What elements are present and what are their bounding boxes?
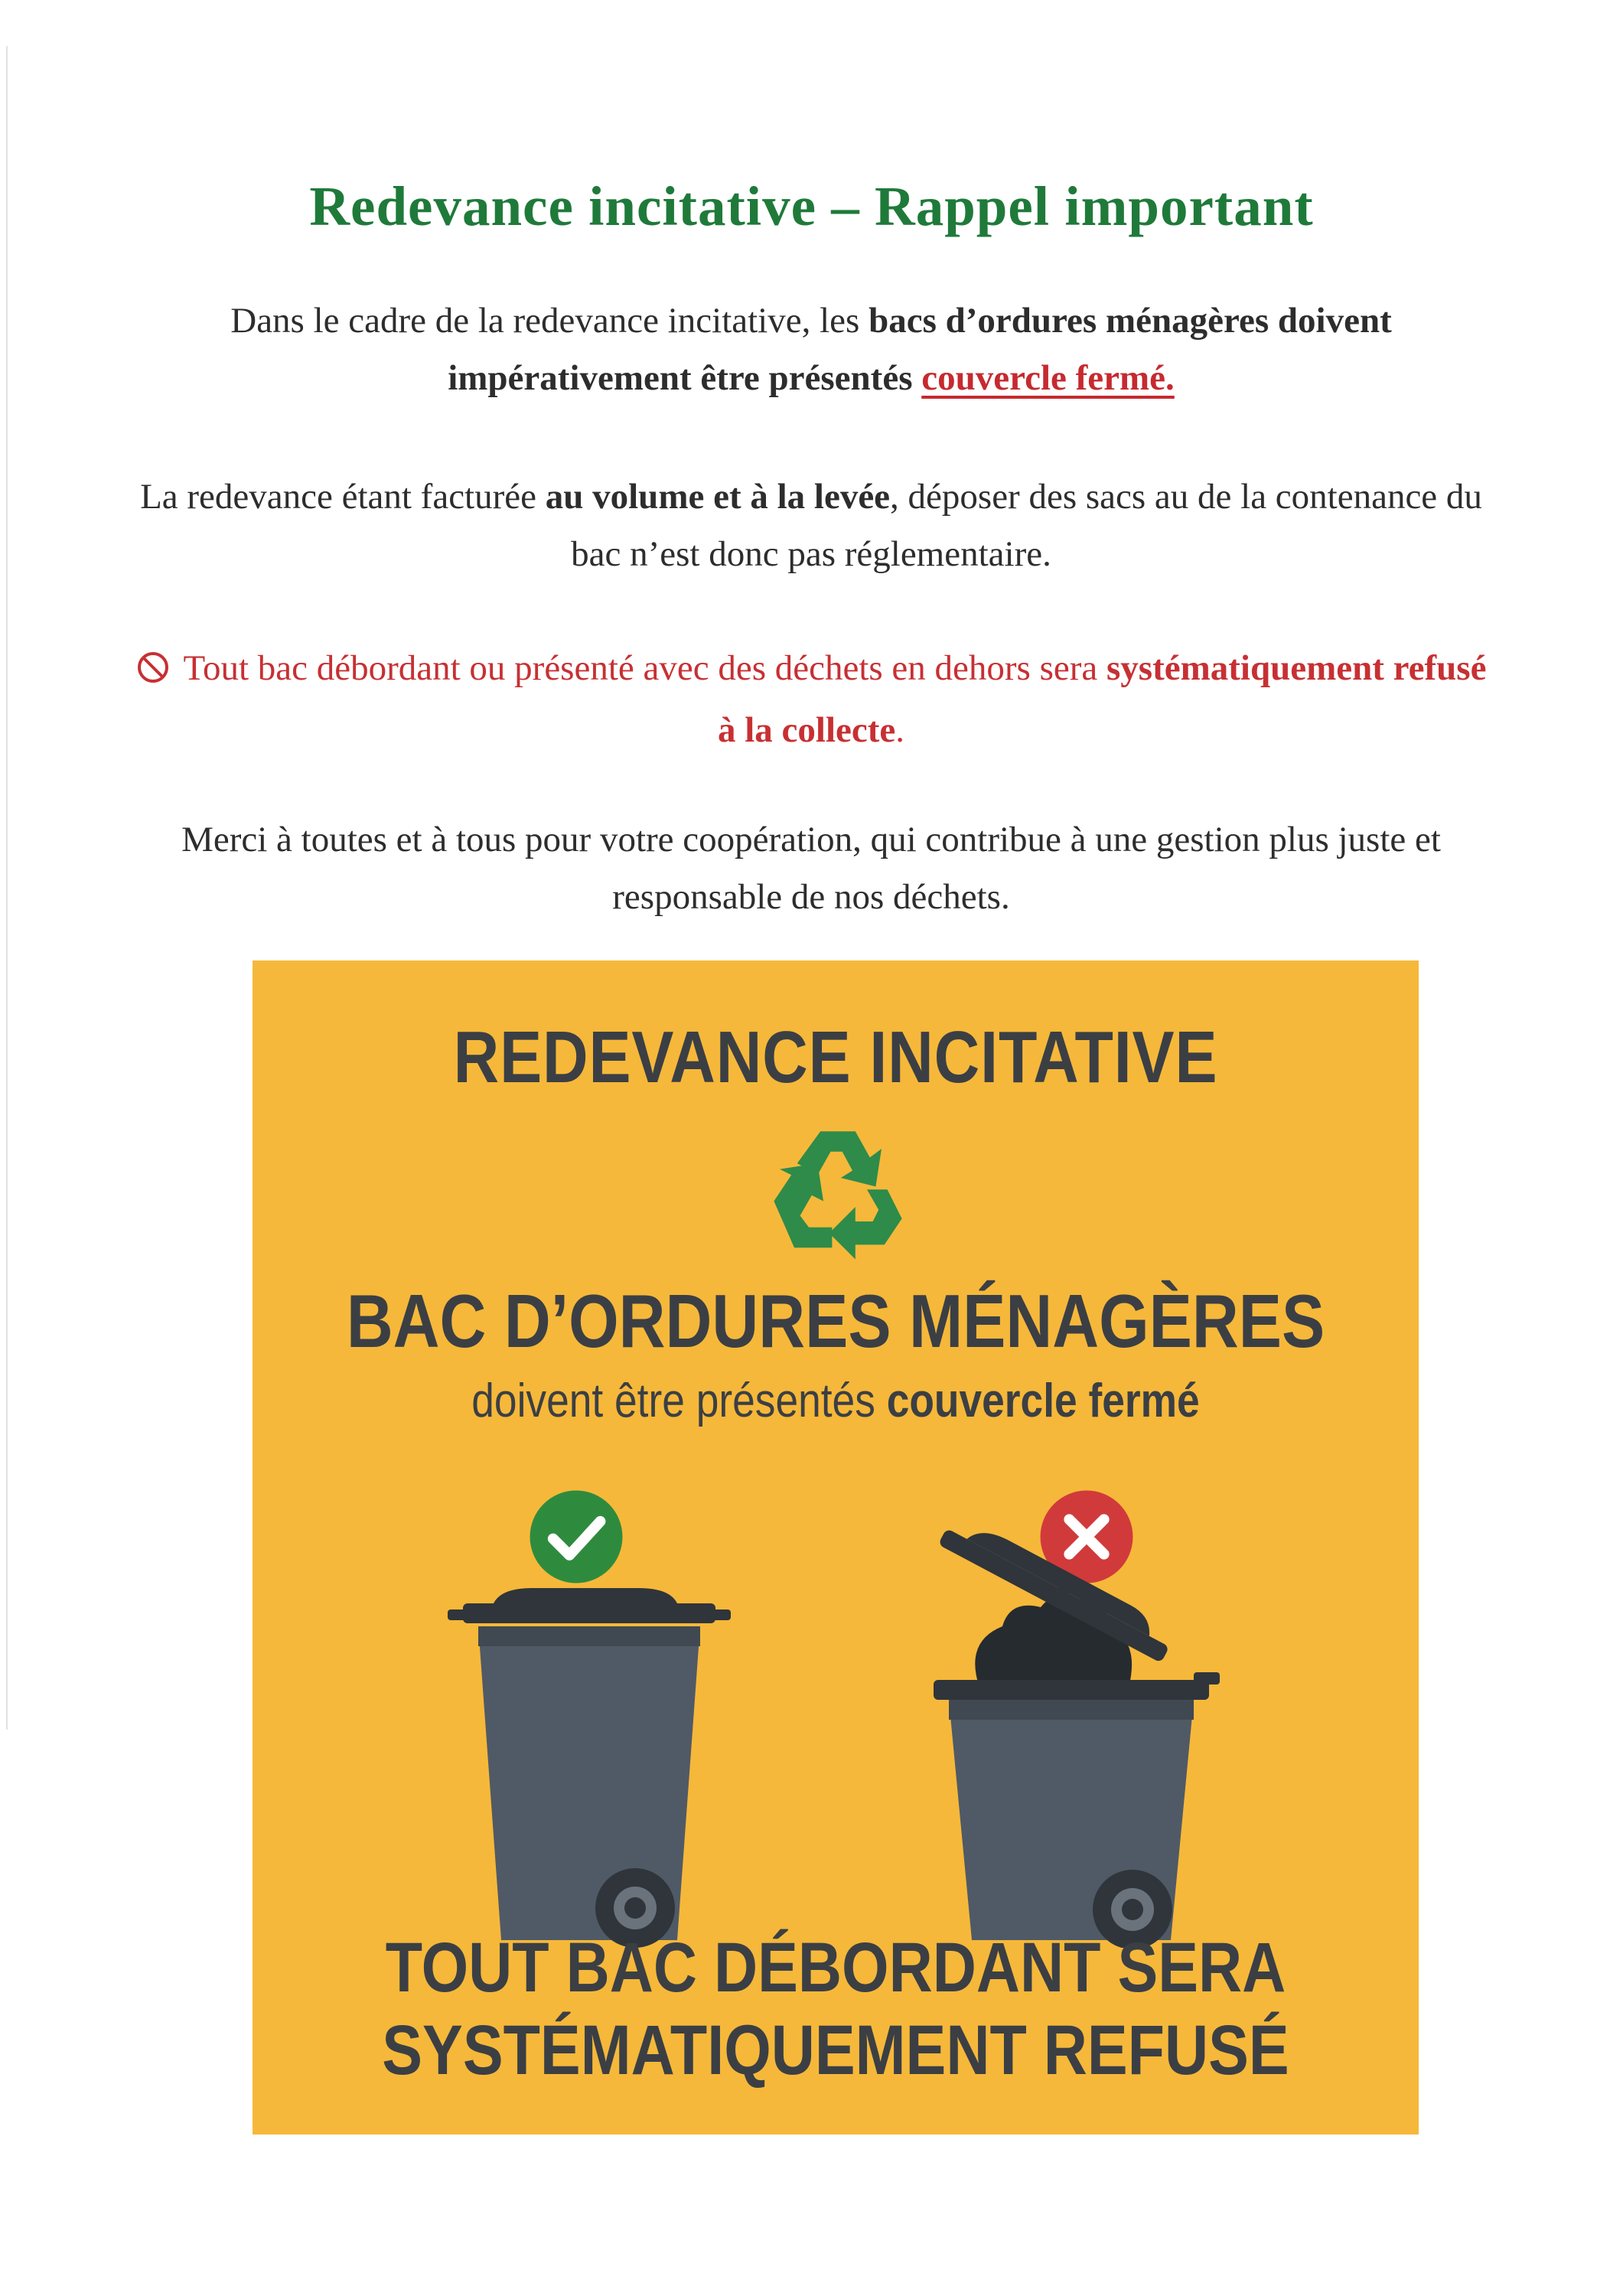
poster-subtitle — [334, 1374, 1338, 1428]
paragraph-1-space — [913, 358, 922, 398]
poster-title: REDEVANCE INCITATIVE — [453, 1016, 1218, 1098]
paragraph-2-text-end: , déposer des sacs au de la contenance du bac n’est donc pas réglementaire. — [571, 477, 1482, 574]
paragraph-1-text: Dans le cadre de la redevance incitative, les — [230, 301, 869, 341]
scan-edge — [6, 46, 8, 1730]
recycle-icon — [765, 1120, 911, 1265]
couvercle-ferme-emphasis: couvercle fermé. — [921, 358, 1175, 398]
poster-subtitle-bold: couvercle fermé — [886, 1375, 1200, 1427]
poster-footer — [334, 1926, 1338, 2092]
page-title: Redevance incitative – Rappel important — [309, 175, 1314, 237]
poster-footer-line-2: SYSTÉMATIQUEMENT REFUSÉ — [382, 2011, 1289, 2089]
overflowing-bin-icon — [911, 1527, 1232, 1948]
paragraph-4-text: Merci à toutes et à tous pour votre coopération, qui contribue à une gestion plus juste et responsable de nos déchets. — [181, 820, 1441, 917]
prohibited-icon — [136, 644, 170, 702]
paragraph-2 — [122, 468, 1500, 583]
paragraph-2-bold: au volume et à la levée — [545, 477, 891, 517]
poster-footer-line-1: TOUT BAC DÉBORDANT SERA — [385, 1929, 1286, 2007]
check-icon — [528, 1489, 624, 1585]
closed-bin-icon — [448, 1588, 731, 1948]
paragraph-3-text: Tout bac débordant ou présenté avec des déchets en dehors sera — [183, 648, 1106, 688]
paragraph-2-text: La redevance étant facturée — [140, 477, 546, 517]
paragraph-3-bold: systématiquement refusé à la collecte — [717, 648, 1487, 750]
paragraph-3-warning — [122, 640, 1500, 759]
paragraph-1-bold: bacs d’ordures ménagères doivent impérativement être présentés — [448, 301, 1392, 398]
poster-heading: BAC D’ORDURES MÉNAGÈRES — [346, 1279, 1325, 1363]
paragraph-3-end: . — [895, 710, 905, 750]
poster — [253, 960, 1419, 2135]
poster-subtitle-regular: doivent être présentés — [471, 1375, 887, 1427]
paragraph-1 — [122, 292, 1500, 407]
paragraph-4 — [122, 811, 1500, 926]
